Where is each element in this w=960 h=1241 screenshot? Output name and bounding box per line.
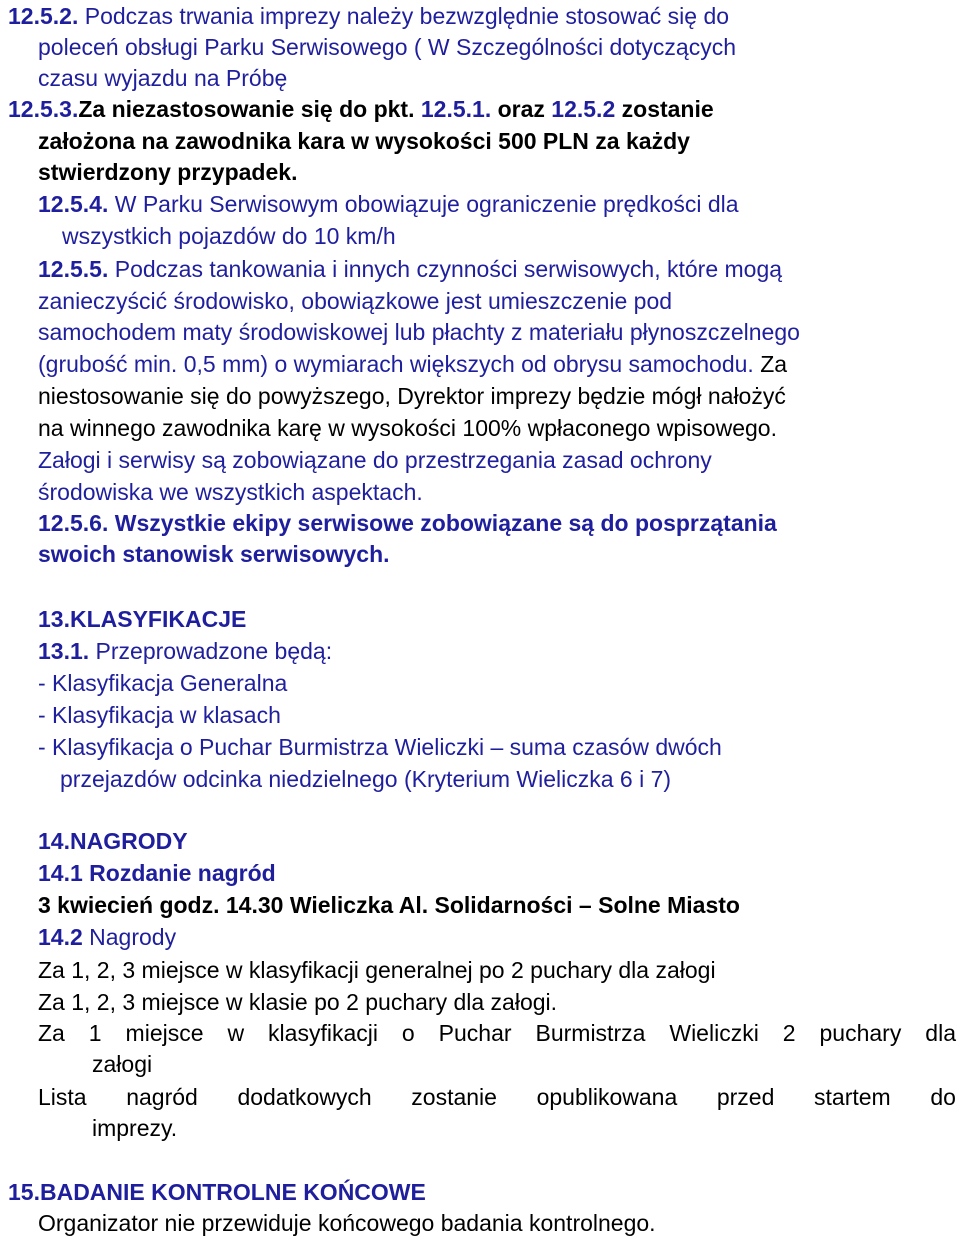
list-item: - Klasyfikacja w klasach — [38, 702, 281, 728]
heading-badanie-kontrolne: 15.BADANIE KONTROLNE KOŃCOWE — [8, 1179, 426, 1205]
section-14-1: 14.1 Rozdanie nagród — [38, 860, 276, 886]
word: miejsce — [125, 1020, 204, 1046]
word: Lista — [38, 1084, 87, 1110]
section-12-5-5-line-2: zanieczyścić środowisko, obowiązkowe jest umieszczenie pod — [38, 288, 673, 314]
section-12-5-6-line-2: swoich stanowisk serwisowych. — [38, 541, 390, 567]
section-12-5-5-line-7: Załogi i serwisy są zobowiązane do przestrzegania zasad ochrony — [38, 447, 712, 473]
list-item-continuation: przejazdów odcinka niedzielnego (Kryterium Wieliczka 6 i 7) — [60, 766, 672, 792]
word: zostanie — [411, 1084, 497, 1110]
section-number: 14.1 — [38, 860, 83, 886]
section-number: 12.5.3. — [8, 96, 79, 122]
section-number: 12.5.6. — [38, 510, 109, 536]
section-12-5-5-line-6: na winnego zawodnika karę w wysokości 100% wpłaconego wpisowego. — [38, 415, 777, 441]
heading-klasyfikacje: 13.KLASYFIKACJE — [38, 606, 247, 632]
prize-line-3 — [38, 1017, 956, 1049]
section-number: 12.5.4. — [38, 191, 109, 217]
section-12-5-3-line-1: 12.5.3.Za niezastosowanie się do pkt. 12.5.1. oraz 12.5.2 zostanie — [8, 96, 714, 122]
section-12-5-6-line-1: 12.5.6. Wszystkie ekipy serwisowe zobowiązane są do posprzątania — [38, 510, 777, 536]
section-14-2: 14.2 Nagrody — [38, 924, 177, 950]
word: puchary — [819, 1020, 902, 1046]
prize-line-2: Za 1, 2, 3 miejsce w klasie po 2 puchary dla załogi. — [38, 989, 558, 1015]
word: Burmistrza — [535, 1020, 646, 1046]
word: 2 — [782, 1020, 796, 1046]
word: do — [930, 1084, 956, 1110]
section-12-5-2-line-2: poleceń obsługi Parku Serwisowego ( W Szczególności dotyczących — [38, 34, 736, 60]
word: opublikowana — [536, 1084, 678, 1110]
section-12-5-5-line-8: środowiska we wszystkich aspektach. — [38, 479, 423, 505]
section-12-5-4-line-2: wszystkich pojazdów do 10 km/h — [62, 223, 396, 249]
prize-line-4-continuation: imprezy. — [92, 1115, 178, 1141]
section-12-5-3-line-2: założona na zawodnika kara w wysokości 500 PLN za każdy — [38, 128, 690, 154]
section-number: 12.5.2. — [8, 3, 79, 29]
section-12-5-5-line-4: (grubość min. 0,5 mm) o wymiarach większych od obrysu samochodu. Za — [38, 351, 788, 377]
section-number: 13.1. — [38, 638, 90, 664]
section-12-5-4-line-1: 12.5.4. W Parku Serwisowym obowiązuje ograniczenie prędkości dla — [38, 191, 739, 217]
section-12-5-3-line-3: stwierdzony przypadek. — [38, 159, 298, 185]
word: o — [401, 1020, 415, 1046]
word: Wieliczki — [669, 1020, 759, 1046]
word: Puchar — [438, 1020, 512, 1046]
prize-line-1: Za 1, 2, 3 miejsce w klasyfikacji generalnej po 2 puchary dla załogi — [38, 957, 716, 983]
word: nagród — [126, 1084, 198, 1110]
section-number: 12.5.5. — [38, 256, 109, 282]
word: Za — [38, 1020, 65, 1046]
section-12-5-2-line-1 — [8, 0, 729, 32]
section-12-5-2-line-3: czasu wyjazdu na Próbę — [38, 65, 288, 91]
section-12-5-5-line-1: 12.5.5. Podczas tankowania i innych czynności serwisowych, które mogą — [38, 256, 783, 282]
section-15-text: Organizator nie przewiduje końcowego badania kontrolnego. — [38, 1210, 656, 1236]
word: w — [227, 1020, 245, 1046]
heading-nagrody: 14.NAGRODY — [38, 828, 188, 854]
section-12-5-5-line-3: samochodem maty środowiskowej lub płachty z materiału płynoszczelnego — [38, 319, 800, 345]
section-text: Podczas trwania imprezy należy bezwzględnie stosować się do — [78, 3, 730, 29]
word: dodatkowych — [237, 1084, 372, 1110]
prize-line-4 — [38, 1081, 956, 1113]
prize-line-3-continuation: załogi — [92, 1051, 153, 1077]
word: startem — [814, 1084, 891, 1110]
section-12-5-5-line-5: niestosowanie się do powyższego, Dyrektor imprezy będzie mógł nałożyć — [38, 383, 786, 409]
word: dla — [925, 1020, 956, 1046]
word: 1 — [88, 1020, 102, 1046]
list-item: - Klasyfikacja o Puchar Burmistrza Wieliczki – suma czasów dwóch — [38, 734, 722, 760]
section-number: 14.2 — [38, 924, 83, 950]
word: klasyfikacji — [268, 1020, 378, 1046]
list-item: - Klasyfikacja Generalna — [38, 670, 288, 696]
word: przed — [716, 1084, 775, 1110]
ceremony-detail: 3 kwiecień godz. 14.30 Wieliczka Al. Solidarności – Solne Miasto — [38, 892, 740, 918]
section-13-1: 13.1. Przeprowadzone będą: — [38, 638, 333, 664]
